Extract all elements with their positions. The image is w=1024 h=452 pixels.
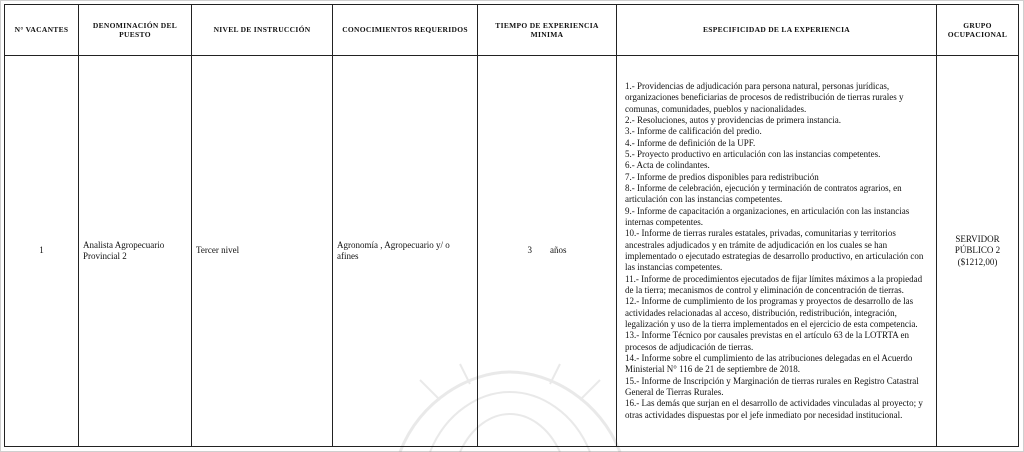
spec-item: 8.- Informe de celebración, ejecución y terminación de contratos agrarios, en articulación con las instancias competentes. bbox=[625, 183, 902, 205]
vacancy-table bbox=[4, 4, 1019, 447]
header-vacantes: N° VACANTES bbox=[5, 5, 79, 56]
header-row bbox=[5, 5, 1019, 56]
header-nivel: NIVEL DE INSTRUCCIÓN bbox=[192, 5, 333, 56]
spec-item: 2.- Resoluciones, autos y providencias de primera instancia. bbox=[625, 115, 841, 126]
cell-vacantes: 1 bbox=[5, 56, 79, 447]
cell-denominacion: Analista Agropecuario Provincial 2 bbox=[79, 56, 192, 447]
spec-item: 13.- Informe Técnico por causales previstas en el artículo 63 de la LOTRTA en procesos de adjudicación de tierras. bbox=[625, 330, 909, 352]
spec-item: 6.- Acta de colindantes. bbox=[625, 160, 710, 171]
spec-item: 1.- Providencias de adjudicación para persona natural, personas jurídicas, organizaciones beneficiarias de procesos de redistribución de tierras rurales y comunas, comunidades, pueblos y nacionalidades. bbox=[625, 81, 904, 114]
spec-item: 5.- Proyecto productivo en articulación con las instancias competentes. bbox=[625, 149, 881, 160]
header-grupo: GRUPO OCUPACIONAL bbox=[937, 5, 1019, 56]
experience-unit: años bbox=[550, 245, 567, 256]
header-tiempo: TIEMPO DE EXPERIENCIA MINIMA bbox=[478, 5, 617, 56]
cell-grupo: SERVIDOR PÚBLICO 2 ($1212,00) bbox=[937, 56, 1019, 447]
spec-item: 11.- Informe de procedimientos ejecutados de fijar límites máximos a la propiedad de la tierra; mecanismos de control y eliminación de concentración de tierras. bbox=[625, 273, 923, 295]
cell-tiempo bbox=[478, 56, 617, 447]
spec-item: 4.- Informe de definición de la UPF. bbox=[625, 137, 756, 148]
experience-value: 3 bbox=[527, 245, 532, 256]
spec-item: 12.- Informe de cumplimiento de los programas y proyectos de desarrollo de las actividades relacionadas al acceso, distribución, redistribución, integración, legalización y uso de la tierra implementados en el ejercicio de esta competencia. bbox=[625, 296, 918, 329]
spec-item: 15.- Informe de Inscripción y Marginación de tierras rurales en Registro Catastral General de Tierras Rurales. bbox=[625, 375, 919, 397]
spec-item: 10.- Informe de tierras rurales estatales, privadas, comunitarias y territorios ancestrales adjudicados y en trámite de adjudicación en los cuales se han implementado o ejecutado estrategias de desarrollo productivo, en articulación con las instancias competentes. bbox=[625, 228, 924, 273]
spec-item: 3.- Informe de calificación del predio. bbox=[625, 126, 762, 137]
spec-item: 14.- Informe sobre el cumplimiento de las atribuciones delegadas en el Acuerdo Ministerial N° 116 de 21 de septiembre de 2018. bbox=[625, 352, 913, 375]
cell-conocimientos: Agronomía , Agropecuario y/ o afines bbox=[333, 56, 478, 447]
header-conocimientos: CONOCIMIENTOS REQUERIDOS bbox=[333, 5, 478, 56]
spec-item: 9.- Informe de capacitación a organizaciones, en articulación con las instancias internas competentes. bbox=[625, 205, 910, 228]
spec-item: 7.- Informe de predios disponibles para redistribución bbox=[625, 171, 819, 182]
table-row bbox=[5, 56, 1019, 447]
spec-item: 16.- Las demás que surjan en el desarrollo de actividades vinculadas al proyecto; y otras actividades dispuestas por el jefe inmediato por necesidad institucional. bbox=[625, 398, 923, 420]
cell-nivel: Tercer nivel bbox=[192, 56, 333, 447]
header-especificidad: ESPECIFICIDAD DE LA EXPERIENCIA bbox=[617, 5, 937, 56]
cell-especificidad bbox=[617, 56, 937, 447]
header-denominacion: DENOMINACIÓN DEL PUESTO bbox=[79, 5, 192, 56]
